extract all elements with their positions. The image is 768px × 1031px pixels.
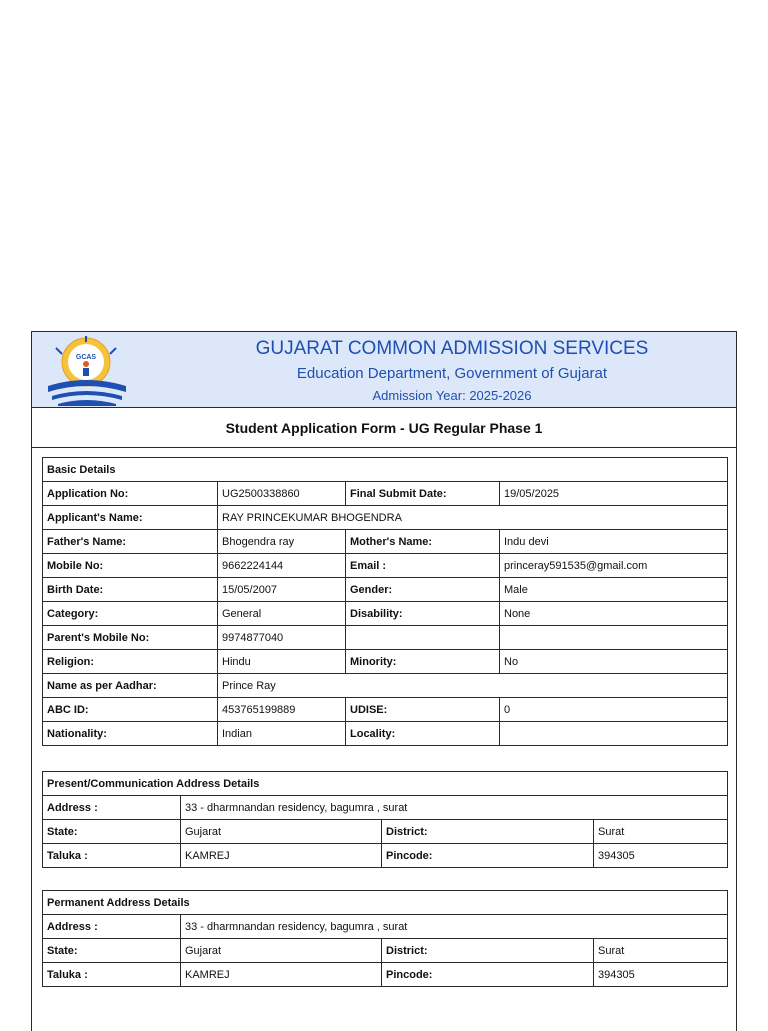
nationality-label: Nationality: xyxy=(43,722,218,746)
empty-cell xyxy=(500,626,728,650)
parent-mobile-label: Parent's Mobile No: xyxy=(43,626,218,650)
present-taluka-label: Taluka : xyxy=(43,844,181,868)
table-row xyxy=(43,915,728,939)
present-taluka-value: KAMREJ xyxy=(181,844,382,868)
permanent-address-value: 33 - dharmnandan residency, bagumra , surat xyxy=(181,915,728,939)
table-row xyxy=(43,506,728,530)
table-row xyxy=(43,963,728,987)
table-row xyxy=(43,482,728,506)
present-district-value: Surat xyxy=(594,820,728,844)
disability-value: None xyxy=(500,602,728,626)
permanent-pincode-value: 394305 xyxy=(594,963,728,987)
section-title-present-address: Present/Communication Address Details xyxy=(43,772,728,796)
table-row xyxy=(43,844,728,868)
email-value: princeray591535@gmail.com xyxy=(500,554,728,578)
aadhar-name-value: Prince Ray xyxy=(218,674,728,698)
category-value: General xyxy=(218,602,346,626)
section-header-row xyxy=(43,891,728,915)
minority-label: Minority: xyxy=(346,650,500,674)
section-header-row xyxy=(43,772,728,796)
mobile-no-value: 9662224144 xyxy=(218,554,346,578)
table-row xyxy=(43,554,728,578)
table-row xyxy=(43,530,728,554)
table-row xyxy=(43,796,728,820)
religion-value: Hindu xyxy=(218,650,346,674)
section-title-permanent-address: Permanent Address Details xyxy=(43,891,728,915)
present-pincode-label: Pincode: xyxy=(382,844,594,868)
present-state-value: Gujarat xyxy=(181,820,382,844)
religion-label: Religion: xyxy=(43,650,218,674)
table-row xyxy=(43,939,728,963)
permanent-state-label: State: xyxy=(43,939,181,963)
final-submit-date-value: 19/05/2025 xyxy=(500,482,728,506)
section-header-row xyxy=(43,458,728,482)
present-address-label: Address : xyxy=(43,796,181,820)
table-row xyxy=(43,820,728,844)
mother-name-value: Indu devi xyxy=(500,530,728,554)
udise-value: 0 xyxy=(500,698,728,722)
table-row xyxy=(43,674,728,698)
present-pincode-value: 394305 xyxy=(594,844,728,868)
permanent-district-value: Surat xyxy=(594,939,728,963)
mobile-no-label: Mobile No: xyxy=(43,554,218,578)
present-district-label: District: xyxy=(382,820,594,844)
admission-year: Admission Year: 2025-2026 xyxy=(372,388,532,403)
gender-label: Gender: xyxy=(346,578,500,602)
application-no-value: UG2500338860 xyxy=(218,482,346,506)
section-title-basic: Basic Details xyxy=(43,458,728,482)
present-address-value: 33 - dharmnandan residency, bagumra , surat xyxy=(181,796,728,820)
permanent-pincode-label: Pincode: xyxy=(382,963,594,987)
mother-name-label: Mother's Name: xyxy=(346,530,500,554)
table-row xyxy=(43,722,728,746)
permanent-address-table xyxy=(42,890,728,987)
present-address-table xyxy=(42,771,728,868)
table-row xyxy=(43,650,728,674)
abc-id-label: ABC ID: xyxy=(43,698,218,722)
permanent-address-label: Address : xyxy=(43,915,181,939)
table-row xyxy=(43,602,728,626)
final-submit-date-label: Final Submit Date: xyxy=(346,482,500,506)
email-label: Email : xyxy=(346,554,500,578)
birth-date-value: 15/05/2007 xyxy=(218,578,346,602)
logo-text: GCAS xyxy=(75,354,97,361)
disability-label: Disability: xyxy=(346,602,500,626)
permanent-taluka-label: Taluka : xyxy=(43,963,181,987)
applicant-name-label: Applicant's Name: xyxy=(43,506,218,530)
applicant-name-value: RAY PRINCEKUMAR BHOGENDRA xyxy=(218,506,728,530)
form-title: Student Application Form - UG Regular Phase 1 xyxy=(32,408,736,448)
abc-id-value: 453765199889 xyxy=(218,698,346,722)
udise-label: UDISE: xyxy=(346,698,500,722)
parent-mobile-value: 9974877040 xyxy=(218,626,346,650)
locality-label: Locality: xyxy=(346,722,500,746)
father-name-label: Father's Name: xyxy=(43,530,218,554)
birth-date-label: Birth Date: xyxy=(43,578,218,602)
present-state-label: State: xyxy=(43,820,181,844)
permanent-district-label: District: xyxy=(382,939,594,963)
father-name-value: Bhogendra ray xyxy=(218,530,346,554)
permanent-taluka-value: KAMREJ xyxy=(181,963,382,987)
header-subtitle: Education Department, Government of Gujarat xyxy=(296,365,608,382)
locality-value xyxy=(500,722,728,746)
gender-value: Male xyxy=(500,578,728,602)
application-no-label: Application No: xyxy=(43,482,218,506)
table-row xyxy=(43,698,728,722)
header-title: GUJARAT COMMON ADMISSION SERVICES xyxy=(255,338,649,359)
basic-details-table xyxy=(42,457,728,746)
form-header xyxy=(32,332,736,408)
permanent-state-value: Gujarat xyxy=(181,939,382,963)
table-row xyxy=(43,578,728,602)
nationality-value: Indian xyxy=(218,722,346,746)
application-form xyxy=(31,331,737,1031)
minority-value: No xyxy=(500,650,728,674)
table-row xyxy=(43,626,728,650)
category-label: Category: xyxy=(43,602,218,626)
aadhar-name-label: Name as per Aadhar: xyxy=(43,674,218,698)
empty-cell xyxy=(346,626,500,650)
gcas-logo xyxy=(42,334,132,406)
